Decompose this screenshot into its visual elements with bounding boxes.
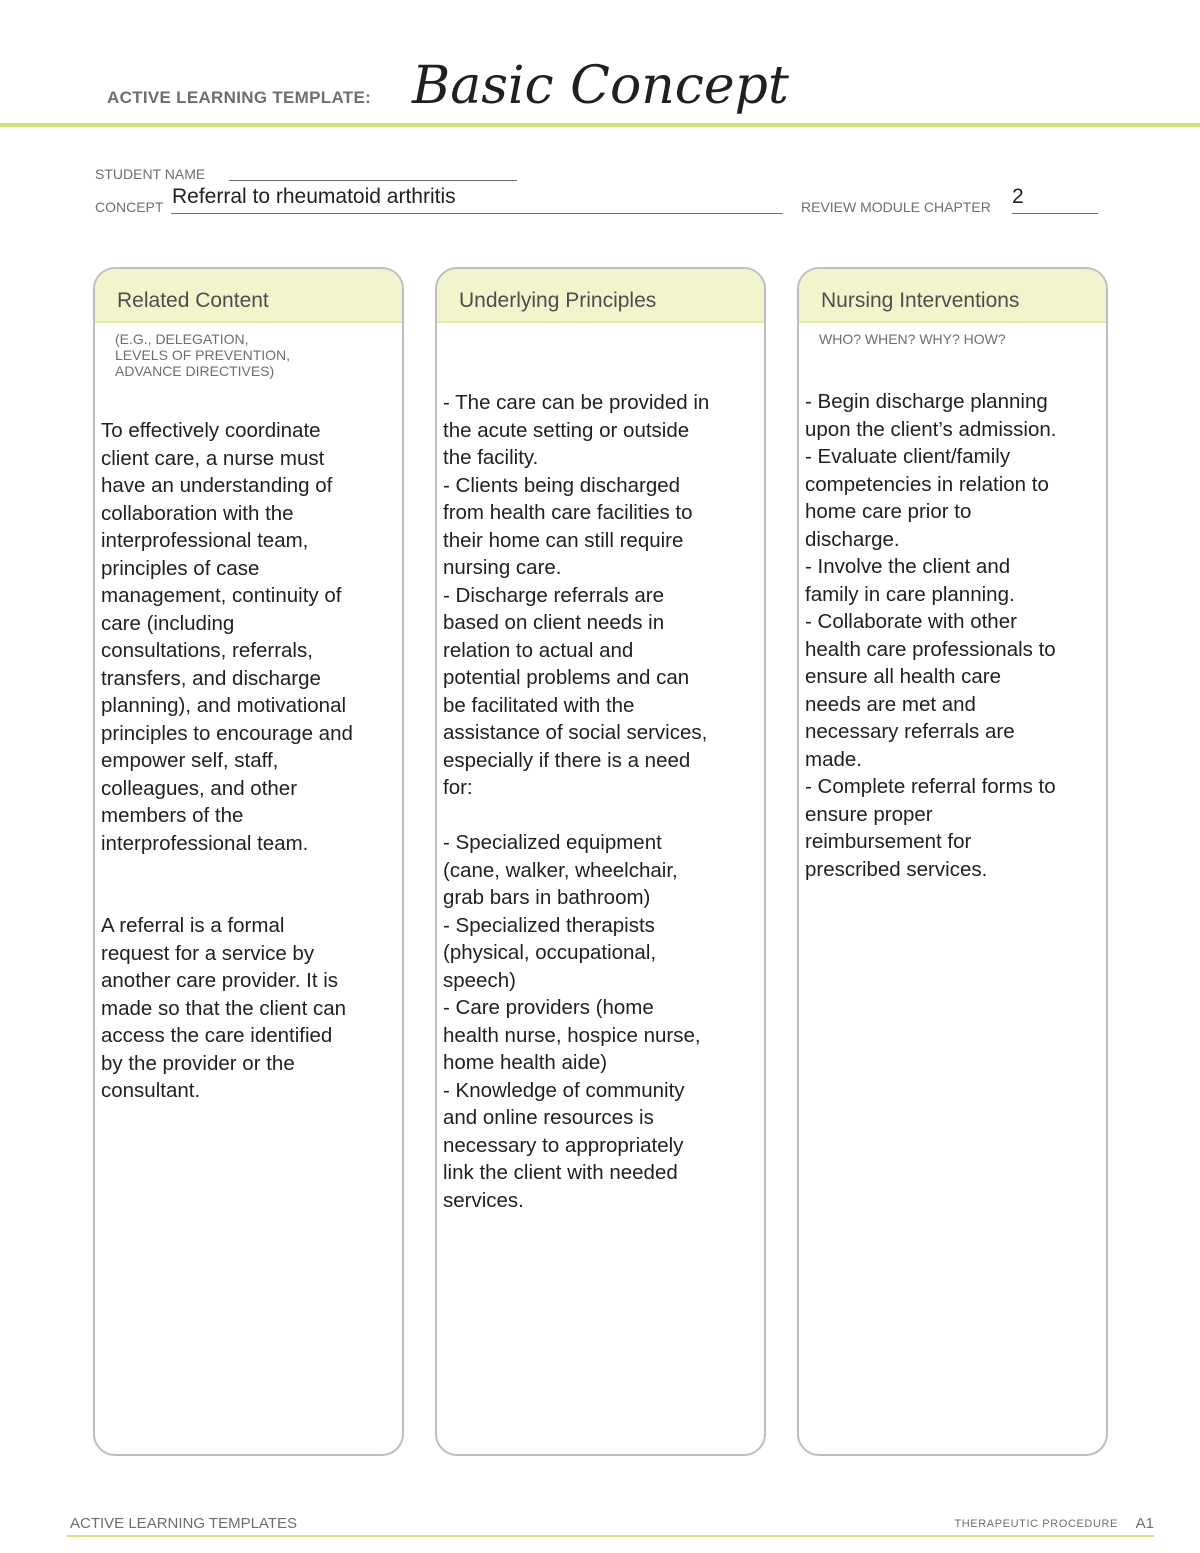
review-module-field-line [1012,213,1098,214]
review-module-label: REVIEW MODULE CHAPTER [801,199,991,215]
related-content-card [93,267,404,1456]
student-name-field[interactable] [229,180,517,181]
underlying-principles-text[interactable]: - The care can be provided in the acute setting or outside the facility. - Clients being discharged from health care facilities to their home can still require nursing care. - Discharge referrals are based on client needs in relation to actual and potential problems and can be facilitated with the assistance of social services, especially if there is a need for: - Specialized equipment (cane, walker, wheelchair, grab bars in bathroom) - Specialized therapists (physical, occupational, speech) - Care providers (home health nurse, hospice nurse, home health aide) - Knowledge of community and online resources is necessary to appropriately link the client with needed services. [443,391,710,1212]
page-title: Basic Concept [412,56,789,116]
footer-divider [67,1535,1154,1537]
footer-brand: ACTIVE LEARNING TEMPLATES [70,1515,297,1532]
nursing-interventions-subtitle: WHO? WHEN? WHY? HOW? [819,331,1006,347]
concept-label: CONCEPT [95,199,164,215]
related-content-subtitle: (E.G., DELEGATION, LEVELS OF PREVENTION, ADVANCE DIRECTIVES) [115,331,291,379]
nursing-interventions-card [797,267,1108,1456]
concept-field[interactable]: Referral to rheumatoid arthritis [172,185,456,208]
student-name-label: STUDENT NAME [95,166,206,182]
related-content-title: Related Content [117,289,269,312]
nursing-interventions-text[interactable]: - Begin discharge planning upon the client’s admission. - Evaluate client/family competencies in relation to home care prior to discharge. - Involve the client and family in care planning. - Collaborate with other health care professionals to ensure all health care needs are met and necessary referrals are made. - Complete referral forms to ensure proper reimbursement for prescribed services. [805,390,1057,881]
footer-category: THERAPEUTIC PROCEDURE [954,1518,1118,1530]
underlying-principles-card [435,267,766,1456]
header-divider [0,123,1200,127]
template-label: ACTIVE LEARNING TEMPLATE: [107,88,372,107]
related-content-text[interactable]: To effectively coordinate client care, a nurse must have an understanding of collaboration with the interprofessional team, principles of case management, continuity of care (including consultations, referrals, transfers, and discharge planning), and motivational principles to encourage and empower self, staff, colleagues, and other members of the interprofessional team. A referral is a formal request for a service by another care provider. It is made so that the client can access the care identified by the provider or the consultant. [101,419,353,1102]
footer-page-code: A1 [1135,1515,1154,1532]
underlying-principles-title: Underlying Principles [459,289,657,312]
review-module-field[interactable]: 2 [1012,185,1024,208]
nursing-interventions-title: Nursing Interventions [821,289,1020,312]
concept-field-line [171,213,783,214]
